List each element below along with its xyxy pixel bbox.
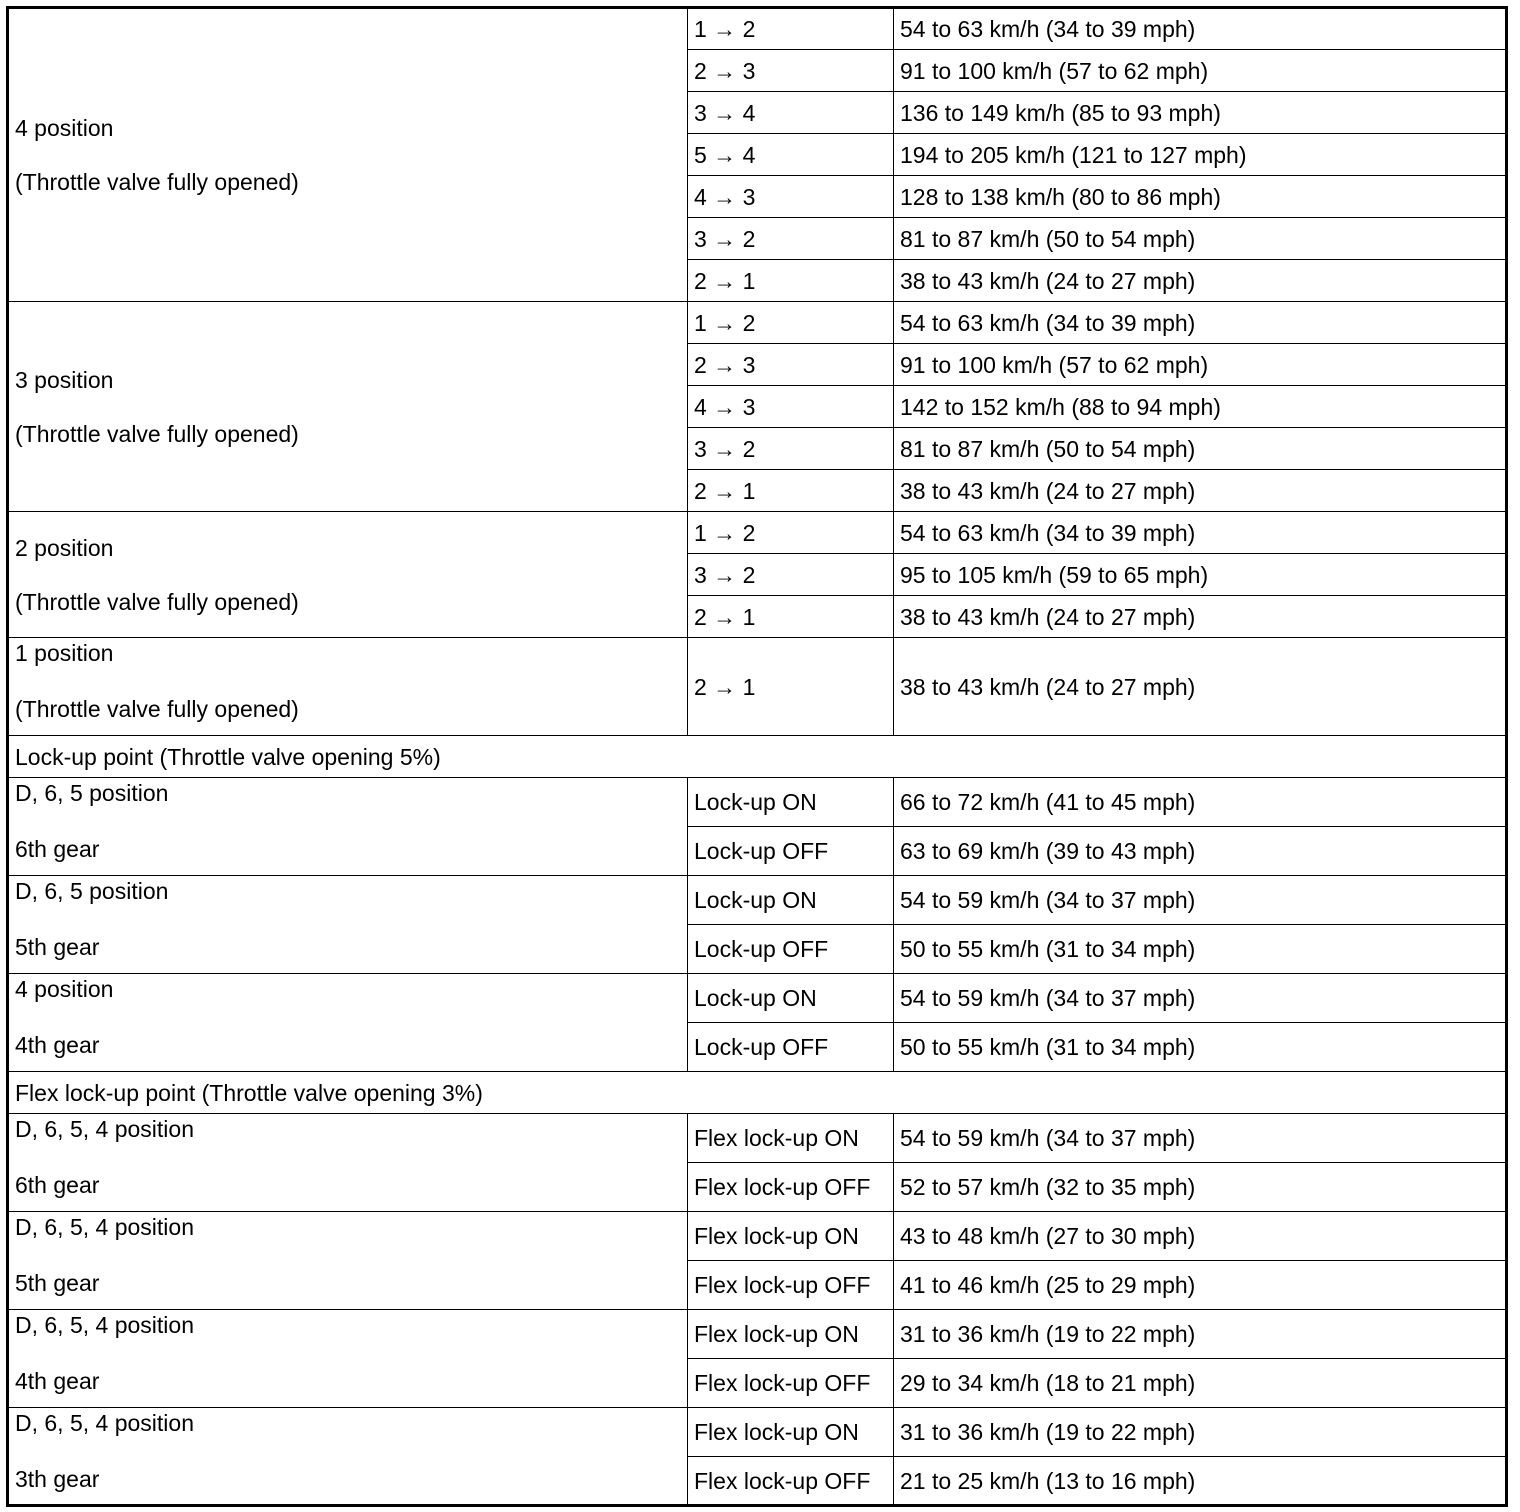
shift-cell: 5 → 4 xyxy=(688,134,894,176)
position-cell xyxy=(8,638,688,736)
speed-cell: 31 to 36 km/h (19 to 22 mph) xyxy=(894,1310,1507,1359)
table-row xyxy=(8,302,1507,344)
speed-cell: 52 to 57 km/h (32 to 35 mph) xyxy=(894,1163,1507,1212)
shift-speed-table xyxy=(6,6,1508,1507)
speed-cell: 54 to 59 km/h (34 to 37 mph) xyxy=(894,876,1507,925)
gear-label: 4th gear xyxy=(15,1032,100,1058)
gear-label: 3th gear xyxy=(15,1466,100,1492)
position-label: D, 6, 5 position xyxy=(15,780,169,806)
shift-cell: 2 → 1 xyxy=(688,638,894,736)
table-row xyxy=(8,512,1507,554)
state-cell: Flex lock-up OFF xyxy=(688,1163,894,1212)
speed-cell: 54 to 63 km/h (34 to 39 mph) xyxy=(894,302,1507,344)
position-label: 4 position xyxy=(15,976,114,1002)
speed-cell: 21 to 25 km/h (13 to 16 mph) xyxy=(894,1457,1507,1506)
section-row xyxy=(8,736,1507,778)
state-cell: Flex lock-up ON xyxy=(688,1408,894,1457)
position-cell xyxy=(8,974,688,1072)
position-label: 2 position xyxy=(15,534,114,561)
table-row xyxy=(8,1310,1507,1359)
shift-cell: 2 → 1 xyxy=(688,470,894,512)
position-cell xyxy=(8,512,688,638)
position-label: D, 6, 5 position xyxy=(15,878,169,904)
speed-cell: 38 to 43 km/h (24 to 27 mph) xyxy=(894,260,1507,302)
shift-cell: 1 → 2 xyxy=(688,512,894,554)
gear-label: 4th gear xyxy=(15,1368,100,1394)
speed-cell: 29 to 34 km/h (18 to 21 mph) xyxy=(894,1359,1507,1408)
table-row xyxy=(8,8,1507,50)
speed-cell: 91 to 100 km/h (57 to 62 mph) xyxy=(894,50,1507,92)
speed-cell: 50 to 55 km/h (31 to 34 mph) xyxy=(894,925,1507,974)
table-row xyxy=(8,638,1507,736)
state-cell: Flex lock-up OFF xyxy=(688,1359,894,1408)
table-row xyxy=(8,778,1507,827)
position-cell xyxy=(8,1310,688,1408)
state-cell: Lock-up ON xyxy=(688,778,894,827)
state-cell: Flex lock-up OFF xyxy=(688,1261,894,1310)
speed-cell: 136 to 149 km/h (85 to 93 mph) xyxy=(894,92,1507,134)
speed-cell: 128 to 138 km/h (80 to 86 mph) xyxy=(894,176,1507,218)
position-cell xyxy=(8,1408,688,1506)
table-row xyxy=(8,1408,1507,1457)
shift-cell: 2 → 3 xyxy=(688,50,894,92)
shift-cell: 2 → 1 xyxy=(688,596,894,638)
shift-cell: 3 → 2 xyxy=(688,218,894,260)
state-cell: Lock-up OFF xyxy=(688,827,894,876)
speed-cell: 63 to 69 km/h (39 to 43 mph) xyxy=(894,827,1507,876)
position-label: D, 6, 5, 4 position xyxy=(15,1214,194,1240)
condition-label: (Throttle valve fully opened) xyxy=(15,420,299,447)
gear-label: 6th gear xyxy=(15,836,100,862)
shift-cell: 4 → 3 xyxy=(688,386,894,428)
speed-cell: 66 to 72 km/h (41 to 45 mph) xyxy=(894,778,1507,827)
speed-cell: 54 to 59 km/h (34 to 37 mph) xyxy=(894,1114,1507,1163)
speed-cell: 142 to 152 km/h (88 to 94 mph) xyxy=(894,386,1507,428)
table-row xyxy=(8,876,1507,925)
position-label: D, 6, 5, 4 position xyxy=(15,1410,194,1436)
shift-cell: 1 → 2 xyxy=(688,8,894,50)
condition-label: (Throttle valve fully opened) xyxy=(15,169,299,195)
gear-label: 6th gear xyxy=(15,1172,100,1198)
state-cell: Flex lock-up ON xyxy=(688,1114,894,1163)
speed-cell: 54 to 63 km/h (34 to 39 mph) xyxy=(894,512,1507,554)
gear-label: 5th gear xyxy=(15,934,100,960)
speed-cell: 81 to 87 km/h (50 to 54 mph) xyxy=(894,428,1507,470)
position-label: D, 6, 5, 4 position xyxy=(15,1312,194,1338)
speed-cell: 194 to 205 km/h (121 to 127 mph) xyxy=(894,134,1507,176)
state-cell: Lock-up ON xyxy=(688,974,894,1023)
shift-cell: 2 → 3 xyxy=(688,344,894,386)
shift-cell: 2 → 1 xyxy=(688,260,894,302)
state-cell: Lock-up OFF xyxy=(688,1023,894,1072)
state-cell: Lock-up OFF xyxy=(688,925,894,974)
position-cell xyxy=(8,1114,688,1212)
speed-cell: 54 to 59 km/h (34 to 37 mph) xyxy=(894,974,1507,1023)
state-cell: Flex lock-up OFF xyxy=(688,1457,894,1506)
speed-cell: 38 to 43 km/h (24 to 27 mph) xyxy=(894,638,1507,736)
shift-cell: 1 → 2 xyxy=(688,302,894,344)
speed-cell: 54 to 63 km/h (34 to 39 mph) xyxy=(894,8,1507,50)
position-cell xyxy=(8,1212,688,1310)
state-cell: Flex lock-up ON xyxy=(688,1212,894,1261)
speed-cell: 43 to 48 km/h (27 to 30 mph) xyxy=(894,1212,1507,1261)
speed-cell: 95 to 105 km/h (59 to 65 mph) xyxy=(894,554,1507,596)
condition-label: (Throttle valve fully opened) xyxy=(15,696,299,722)
position-cell xyxy=(8,778,688,876)
speed-cell: 31 to 36 km/h (19 to 22 mph) xyxy=(894,1408,1507,1457)
speed-cell: 38 to 43 km/h (24 to 27 mph) xyxy=(894,470,1507,512)
position-cell xyxy=(8,302,688,512)
position-label: 1 position xyxy=(15,640,114,666)
section-row xyxy=(8,1072,1507,1114)
lockup-heading: Lock-up point (Throttle valve opening 5%) xyxy=(8,736,1507,778)
position-label: 4 position xyxy=(15,115,114,141)
position-cell xyxy=(8,876,688,974)
position-label: 3 position xyxy=(15,366,114,393)
condition-label: (Throttle valve fully opened) xyxy=(15,588,299,615)
shift-cell: 4 → 3 xyxy=(688,176,894,218)
position-label: D, 6, 5, 4 position xyxy=(15,1116,194,1142)
speed-cell: 41 to 46 km/h (25 to 29 mph) xyxy=(894,1261,1507,1310)
table-row xyxy=(8,974,1507,1023)
speed-cell: 81 to 87 km/h (50 to 54 mph) xyxy=(894,218,1507,260)
flex-lockup-heading: Flex lock-up point (Throttle valve opening 3%) xyxy=(8,1072,1507,1114)
table-row xyxy=(8,1212,1507,1261)
shift-cell: 3 → 2 xyxy=(688,428,894,470)
state-cell: Flex lock-up ON xyxy=(688,1310,894,1359)
shift-cell: 3 → 2 xyxy=(688,554,894,596)
speed-cell: 50 to 55 km/h (31 to 34 mph) xyxy=(894,1023,1507,1072)
speed-cell: 91 to 100 km/h (57 to 62 mph) xyxy=(894,344,1507,386)
state-cell: Lock-up ON xyxy=(688,876,894,925)
speed-cell: 38 to 43 km/h (24 to 27 mph) xyxy=(894,596,1507,638)
position-cell xyxy=(8,8,688,302)
gear-label: 5th gear xyxy=(15,1270,100,1296)
table-row xyxy=(8,1114,1507,1163)
shift-cell: 3 → 4 xyxy=(688,92,894,134)
